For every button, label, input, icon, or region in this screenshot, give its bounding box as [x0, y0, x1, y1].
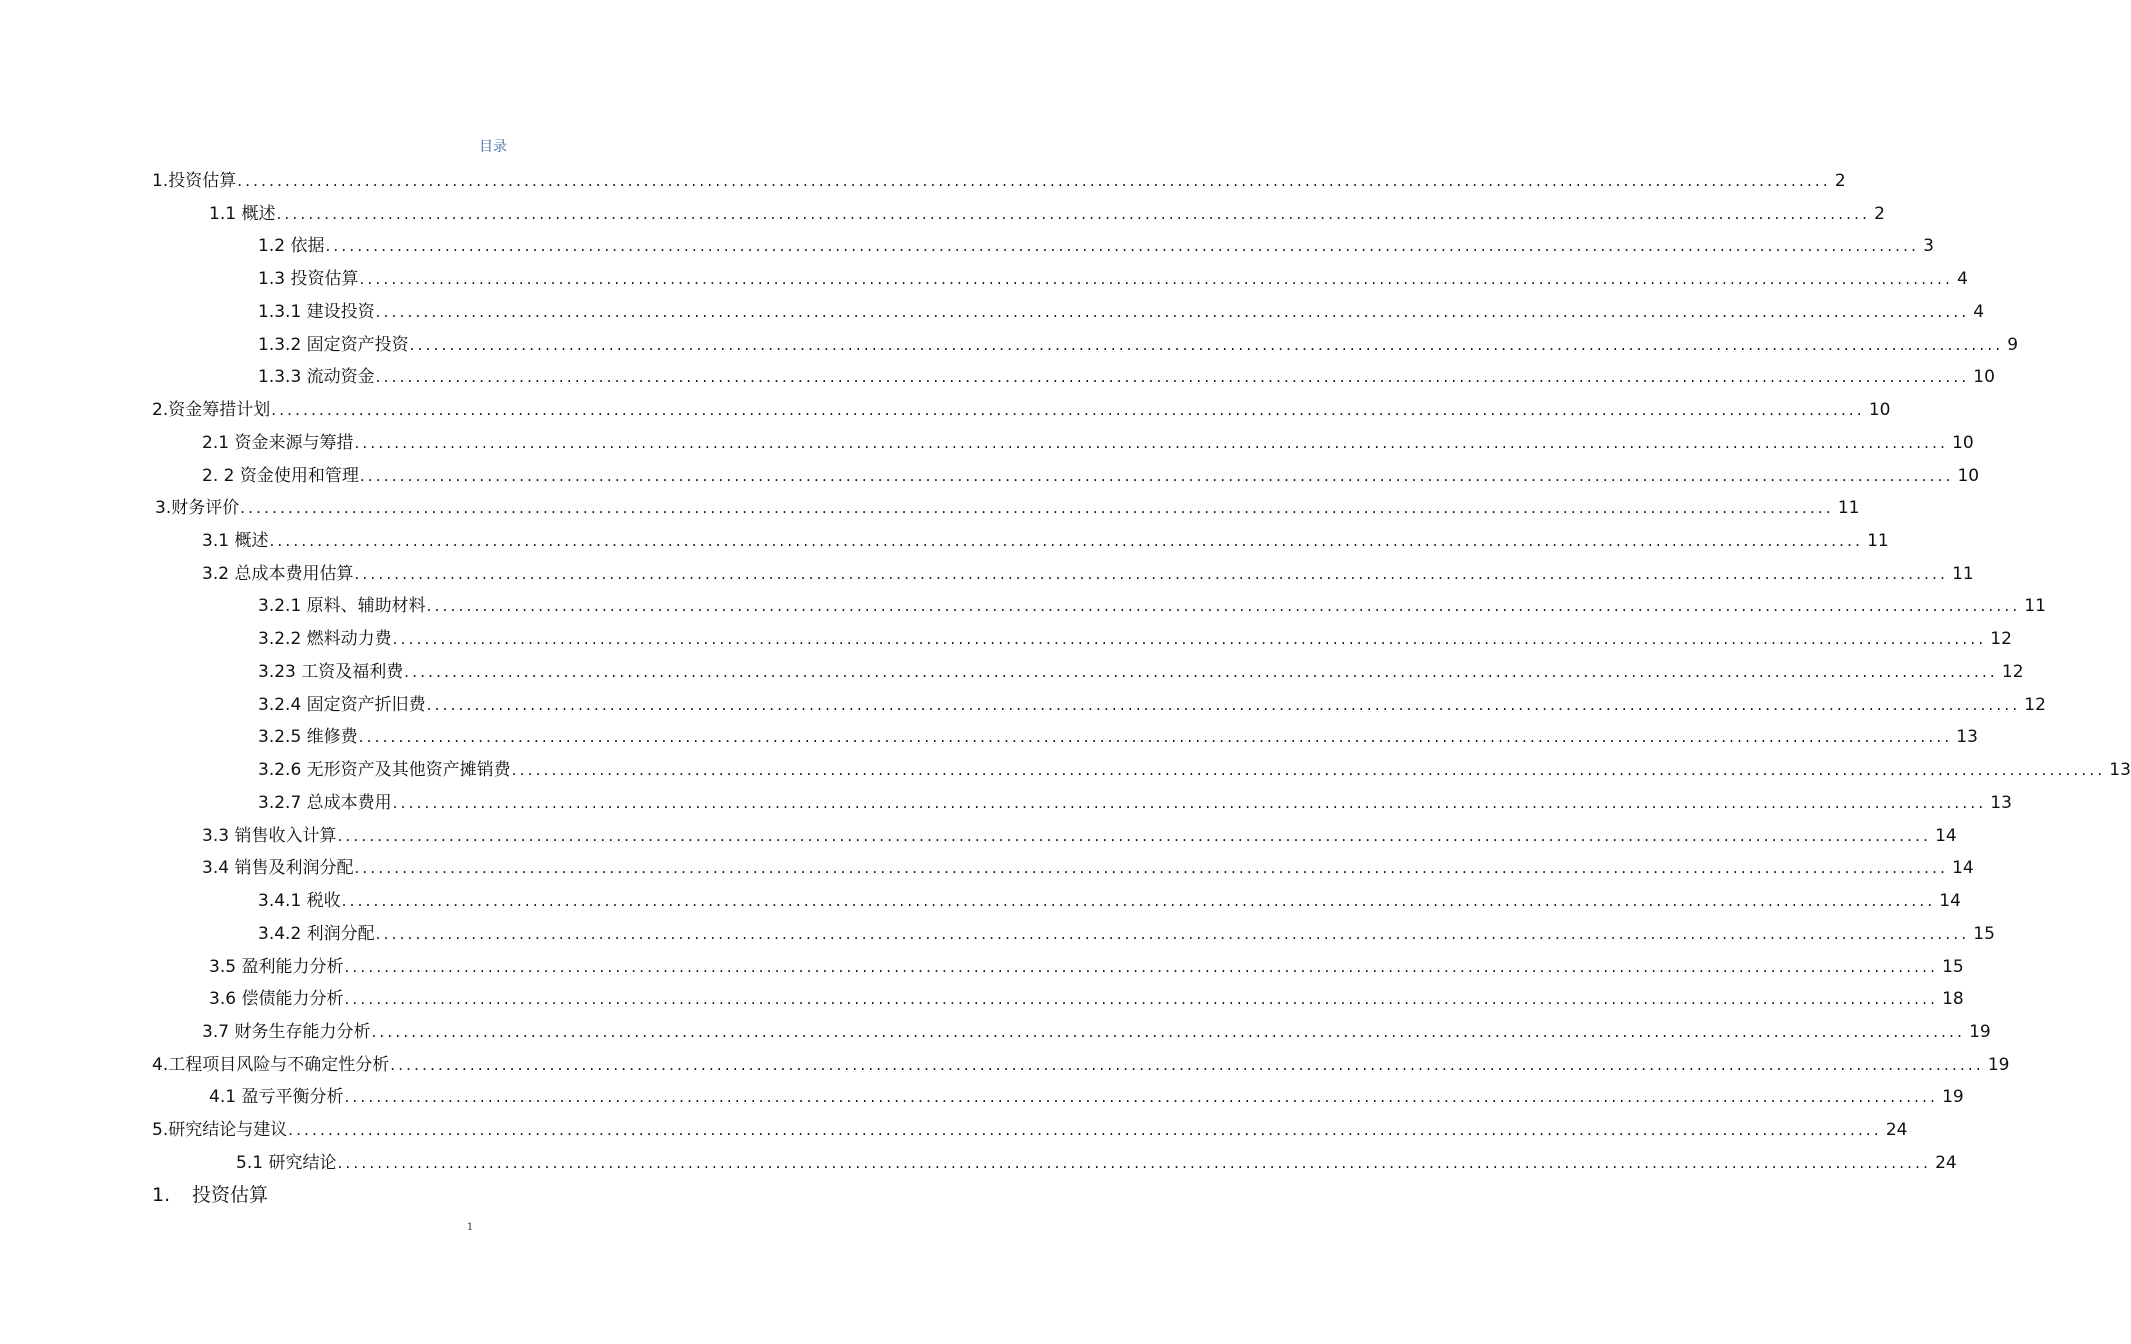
- toc-dot-leader: ........................................................................................................................................................................................................: [392, 793, 1987, 812]
- toc-entry-number: 5.: [152, 1120, 169, 1141]
- toc-dot-leader: ........................................................................................................................................................................................................: [276, 204, 1871, 223]
- toc-entry-page: 14: [1952, 858, 1974, 879]
- toc-entry-label: 2.1 资金来源与筹措: [202, 432, 354, 453]
- toc-entry-page: 14: [1939, 891, 1961, 912]
- toc-dot-leader: ........................................................................................................................................................................................................: [375, 302, 1970, 321]
- toc-entry-label: 3.2.2 燃料动力费: [258, 629, 392, 650]
- toc-entry-page: 15: [1942, 956, 1964, 977]
- toc-entry-label: 资金筹措计划: [168, 400, 271, 421]
- toc-entry-label: 3.4 销售及利润分配: [202, 858, 354, 879]
- toc-entry[interactable]: [258, 886, 1961, 912]
- toc-entry[interactable]: [258, 264, 1968, 290]
- toc-entry[interactable]: [258, 755, 2131, 781]
- toc-dot-leader: ........................................................................................................................................................................................................: [358, 728, 1953, 747]
- toc-dot-leader: ........................................................................................................................................................................................................: [426, 695, 2021, 714]
- toc-entry-page: 13: [2109, 760, 2131, 781]
- toc-entry-page: 24: [1885, 1120, 1908, 1141]
- toc-entry-label: 财务评价: [171, 498, 240, 519]
- toc-entry-page: 4: [1957, 269, 1968, 290]
- toc-dot-leader: ........................................................................................................................................................................................................: [240, 499, 1834, 518]
- toc-entry-number: 2.: [152, 400, 169, 421]
- toc-entry-label: 1.3.3 流动资金: [258, 367, 375, 388]
- toc-entry-page: 24: [1935, 1152, 1957, 1173]
- toc-entry[interactable]: [258, 919, 1995, 944]
- toc-dot-leader: ........................................................................................................................................................................................................: [237, 172, 1831, 190]
- toc-entry-page: 10: [1952, 432, 1974, 453]
- toc-entry[interactable]: [155, 493, 1860, 519]
- toc-dot-leader: ........................................................................................................................................................................................................: [371, 1022, 1966, 1041]
- toc-entry-label: 5.1 研究结论: [236, 1152, 337, 1173]
- toc-entry-label: 3.5 盈利能力分析: [209, 956, 344, 977]
- toc-dot-leader: ........................................................................................................................................................................................................: [344, 1088, 1939, 1107]
- toc-entry[interactable]: [236, 1148, 1957, 1173]
- toc-entry-page: 3: [1923, 236, 1934, 257]
- toc-entry[interactable]: [209, 1082, 1964, 1108]
- toc-entry-number: 1.: [152, 171, 169, 191]
- toc-entry-page: 13: [1990, 792, 2012, 813]
- toc-entry-label: 4.1 盈亏平衡分析: [209, 1087, 344, 1108]
- toc-entry-page: 2: [1874, 203, 1885, 224]
- toc-entry[interactable]: [258, 624, 2012, 650]
- toc-entry-page: 18: [1942, 989, 1964, 1010]
- toc-entry-label: 3.2.4 固定资产折旧费: [258, 694, 426, 715]
- toc-entry-label: 3.7 财务生存能力分析: [202, 1021, 371, 1042]
- toc-dot-leader: ........................................................................................................................................................................................................: [375, 924, 1970, 943]
- toc-dot-leader: ........................................................................................................................................................................................................: [337, 1153, 1932, 1172]
- toc-entry-label: 3.2.7 总成本费用: [258, 792, 392, 813]
- toc-dot-leader: ........................................................................................................................................................................................................: [337, 826, 1932, 845]
- toc-entry[interactable]: [202, 559, 1974, 584]
- toc-dot-leader: ........................................................................................................................................................................................................: [344, 957, 1939, 976]
- toc-entry[interactable]: [202, 526, 1889, 552]
- toc-dot-leader: ........................................................................................................................................................................................................: [359, 270, 1954, 289]
- toc-entry[interactable]: [152, 1050, 2010, 1075]
- toc-entry-label: 研究结论与建议: [168, 1120, 288, 1141]
- toc-entry-label: 3.2.1 原料、辅助材料: [258, 596, 426, 617]
- section-heading-title: 投资估算: [192, 1184, 269, 1206]
- toc-entry-page: 10: [1868, 400, 1891, 421]
- toc-entry[interactable]: [258, 330, 2019, 355]
- toc-entry-page: 4: [1973, 301, 1985, 322]
- toc-entry-label: 1.2 依据: [258, 236, 325, 257]
- toc-entry[interactable]: [258, 788, 2012, 813]
- toc-entry-label: 工程项目风险与不确定性分析: [168, 1054, 390, 1075]
- toc-entry[interactable]: [202, 853, 1974, 879]
- toc-entry[interactable]: [202, 821, 1957, 846]
- toc-entry-page: 13: [1956, 727, 1978, 748]
- toc-entry-page: 9: [2007, 334, 2019, 355]
- toc-entry-label: 3.2.5 维修费: [258, 727, 358, 748]
- toc-dot-leader: ........................................................................................................................................................................................................: [269, 532, 1864, 551]
- toc-title: 目录: [479, 139, 507, 155]
- toc-entry-page: 2: [1834, 171, 1846, 191]
- toc-dot-leader: ........................................................................................................................................................................................................: [354, 859, 1949, 878]
- toc-entry-label: 1.3.1 建设投资: [258, 301, 375, 322]
- toc-entry-label: 1.3.2 固定资产投资: [258, 334, 409, 355]
- toc-dot-leader: ........................................................................................................................................................................................................: [511, 761, 2106, 780]
- toc-entry[interactable]: [258, 297, 1985, 322]
- toc-entry-page: 12: [2024, 694, 2046, 715]
- toc-dot-leader: ........................................................................................................................................................................................................: [409, 335, 2004, 354]
- toc-entry[interactable]: [258, 657, 2024, 682]
- toc-entry-number: 4.: [152, 1054, 169, 1075]
- toc-entry-label: 3.3 销售收入计算: [202, 825, 337, 846]
- section-heading: [152, 1180, 268, 1207]
- toc-dot-leader: ........................................................................................................................................................................................................: [354, 564, 1949, 583]
- toc-entry-label: 3.6 偿债能力分析: [209, 989, 344, 1010]
- toc-entry-page: 11: [2024, 596, 2046, 617]
- toc-dot-leader: ........................................................................................................................................................................................................: [392, 630, 1987, 649]
- toc-entry-label: 投资估算: [168, 171, 237, 191]
- toc-entry-page: 10: [1957, 465, 1980, 486]
- toc-entry[interactable]: [152, 166, 1846, 191]
- toc-entry[interactable]: [258, 362, 1995, 388]
- toc-dot-leader: ........................................................................................................................................................................................................: [354, 433, 1949, 452]
- toc-entry-page: 12: [1990, 629, 2012, 650]
- toc-entry-page: 19: [1987, 1054, 2010, 1075]
- toc-dot-leader: ........................................................................................................................................................................................................: [325, 237, 1920, 256]
- toc-entry-label: 3.23 工资及福利费: [258, 661, 404, 682]
- toc-entry-label: 3.4.2 利润分配: [258, 923, 375, 944]
- toc-dot-leader: ........................................................................................................................................................................................................: [375, 368, 1970, 387]
- toc-entry-label: 2. 2 资金使用和管理: [202, 465, 359, 486]
- toc-dot-leader: ........................................................................................................................................................................................................: [341, 892, 1936, 911]
- toc-entry-label: 3.2.6 无形资产及其他资产摊销费: [258, 760, 511, 781]
- toc-entry-page: 15: [1973, 923, 1995, 944]
- toc-entry-page: 11: [1837, 498, 1860, 519]
- toc-entry-label: 3.4.1 税收: [258, 891, 341, 912]
- toc-dot-leader: ........................................................................................................................................................................................................: [359, 466, 1954, 485]
- toc-entry-page: 10: [1973, 367, 1995, 388]
- toc-entry-page: 11: [1952, 563, 1974, 584]
- toc-entry[interactable]: [209, 984, 1964, 1010]
- toc-entry-label: 3.2 总成本费用估算: [202, 563, 354, 584]
- toc-entry[interactable]: [152, 1115, 1908, 1141]
- toc-entry[interactable]: [202, 461, 1980, 486]
- toc-entry-page: 19: [1942, 1087, 1964, 1108]
- toc-dot-leader: ........................................................................................................................................................................................................: [426, 597, 2021, 616]
- toc-dot-leader: ........................................................................................................................................................................................................: [390, 1055, 1984, 1074]
- toc-entry[interactable]: [202, 428, 1974, 453]
- toc-entry-page: 14: [1935, 825, 1957, 846]
- toc-dot-leader: ........................................................................................................................................................................................................: [288, 1121, 1882, 1140]
- toc-entry[interactable]: [202, 1017, 1991, 1042]
- toc-entry-label: 1.1 概述: [209, 203, 276, 224]
- toc-entry-label: 3.1 概述: [202, 531, 269, 552]
- toc-entry[interactable]: [258, 722, 1978, 748]
- page-number: 1: [466, 1222, 474, 1233]
- toc-dot-leader: ........................................................................................................................................................................................................: [404, 662, 1998, 681]
- toc-entry[interactable]: [258, 591, 2046, 617]
- toc-dot-leader: ........................................................................................................................................................................................................: [344, 990, 1939, 1009]
- toc-entry-page: 12: [2001, 661, 2024, 682]
- toc-entry[interactable]: [209, 199, 1885, 224]
- toc-entry-label: 1.3 投资估算: [258, 269, 359, 290]
- toc-entry[interactable]: [258, 690, 2046, 715]
- toc-dot-leader: ........................................................................................................................................................................................................: [271, 401, 1865, 420]
- toc-entry[interactable]: [152, 395, 1891, 421]
- section-heading-number: 1.: [152, 1184, 171, 1206]
- toc-entry-page: 19: [1969, 1021, 1991, 1042]
- toc-entry-number: 3.: [155, 498, 172, 519]
- toc-entry[interactable]: [209, 952, 1964, 977]
- toc-entry-page: 11: [1867, 531, 1889, 552]
- toc-entry[interactable]: [258, 231, 1934, 257]
